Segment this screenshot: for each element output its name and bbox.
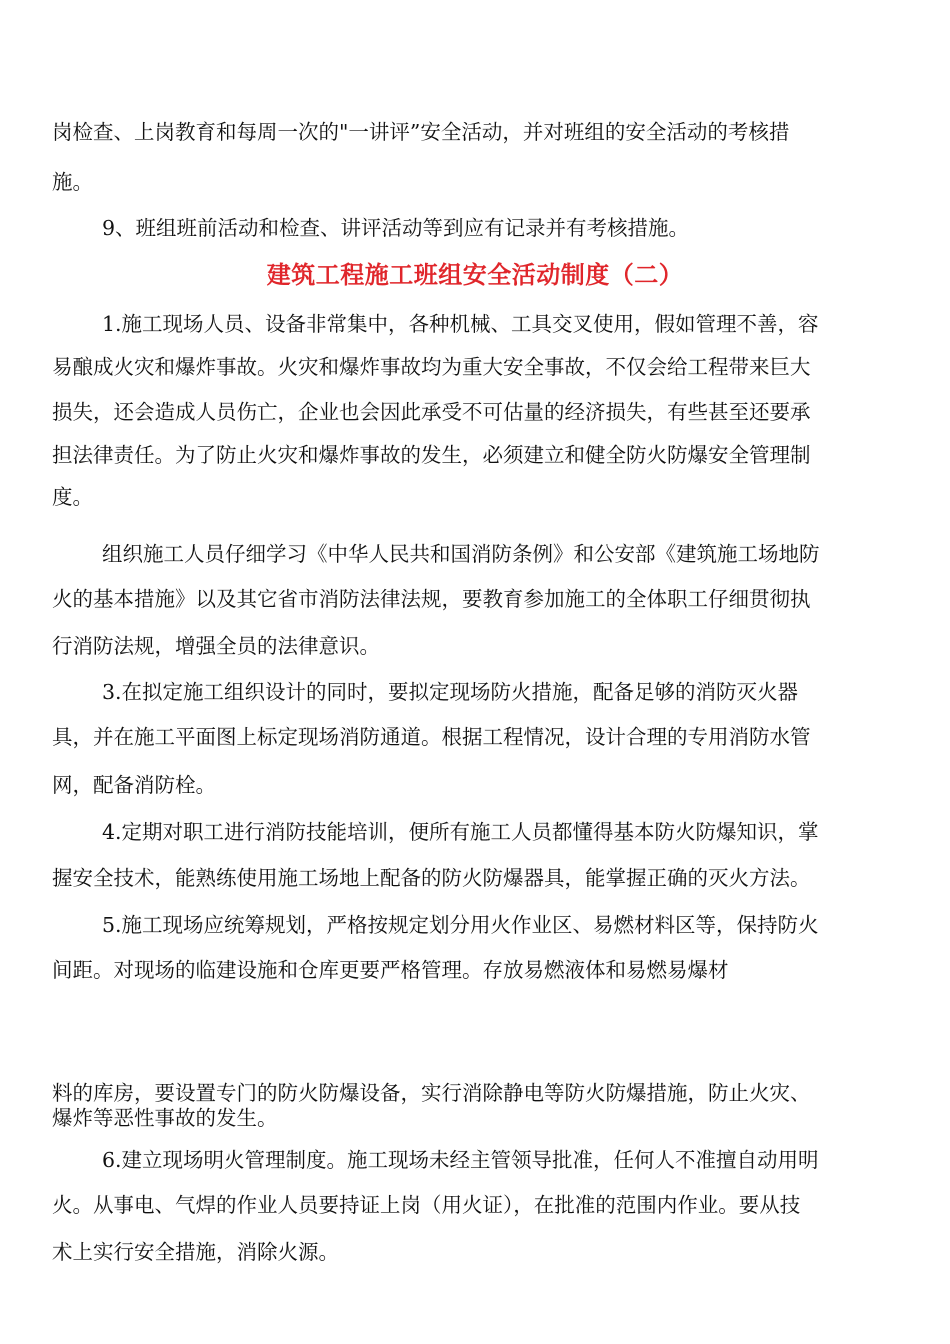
text-line: 术上实行安全措施，消除火源。 — [52, 1240, 339, 1264]
section-title: 建筑工程施工班组安全活动制度（二） — [266, 260, 684, 289]
text-line: 爆炸等恶性事故的发生。 — [52, 1106, 278, 1130]
text-line: 1.施工现场人员、设备非常集中，各种机械、工具交叉使用，假如管理不善，容 — [102, 312, 819, 336]
text-line: 6.建立现场明火管理制度。施工现场未经主管领导批准，任何人不准擅自动用明 — [102, 1148, 819, 1172]
text-line: 间距。对现场的临建设施和仓库更要严格管理。存放易燃液体和易燃易爆材 — [52, 958, 729, 982]
text-line: 火。从事电、气焊的作业人员要持证上岗（用火证），在批准的范围内作业。要从技 — [52, 1193, 801, 1217]
text-line: 料的库房，要设置专门的防火防爆设备，实行消除静电等防火防爆措施，防止火灾、 — [52, 1081, 811, 1105]
text-line: 具，并在施工平面图上标定现场消防通道。根据工程情况，设计合理的专用消防水管 — [52, 725, 811, 749]
text-line: 5.施工现场应统筹规划，严格按规定划分用火作业区、易燃材料区等，保持防火 — [102, 913, 819, 937]
text-line: 施。 — [52, 170, 93, 194]
text-line: 易酿成火灾和爆炸事故。火灾和爆炸事故均为重大安全事故，不仅会给工程带来巨大 — [52, 355, 811, 379]
text-line: 度。 — [52, 485, 93, 509]
text-line: 岗检查、上岗教育和每周一次的"一讲评”安全活动，并对班组的安全活动的考核措 — [52, 120, 790, 144]
text-line: 9、班组班前活动和检查、讲评活动等到应有记录并有考核措施。 — [102, 216, 690, 240]
text-line: 组织施工人员仔细学习《中华人民共和国消防条例》和公安部《建筑施工场地防 — [102, 542, 820, 566]
text-line: 3.在拟定施工组织设计的同时，要拟定现场防火措施，配备足够的消防灭火器 — [102, 680, 799, 704]
text-line: 网，配备消防栓。 — [52, 773, 216, 797]
text-line: 火的基本措施》以及其它省市消防法律法规，要教育参加施工的全体职工仔细贯彻执 — [52, 587, 811, 611]
text-line: 担法律责任。为了防止火灾和爆炸事故的发生，必须建立和健全防火防爆安全管理制 — [52, 443, 811, 467]
text-line: 4.定期对职工进行消防技能培训，便所有施工人员都懂得基本防火防爆知识，掌 — [102, 820, 819, 844]
text-line: 握安全技术，能熟练使用施工场地上配备的防火防爆器具，能掌握正确的灭火方法。 — [52, 866, 811, 890]
text-line: 行消防法规，增强全员的法律意识。 — [52, 634, 380, 658]
text-line: 损失，还会造成人员伤亡，企业也会因此承受不可估量的经济损失，有些甚至还要承 — [52, 400, 811, 424]
